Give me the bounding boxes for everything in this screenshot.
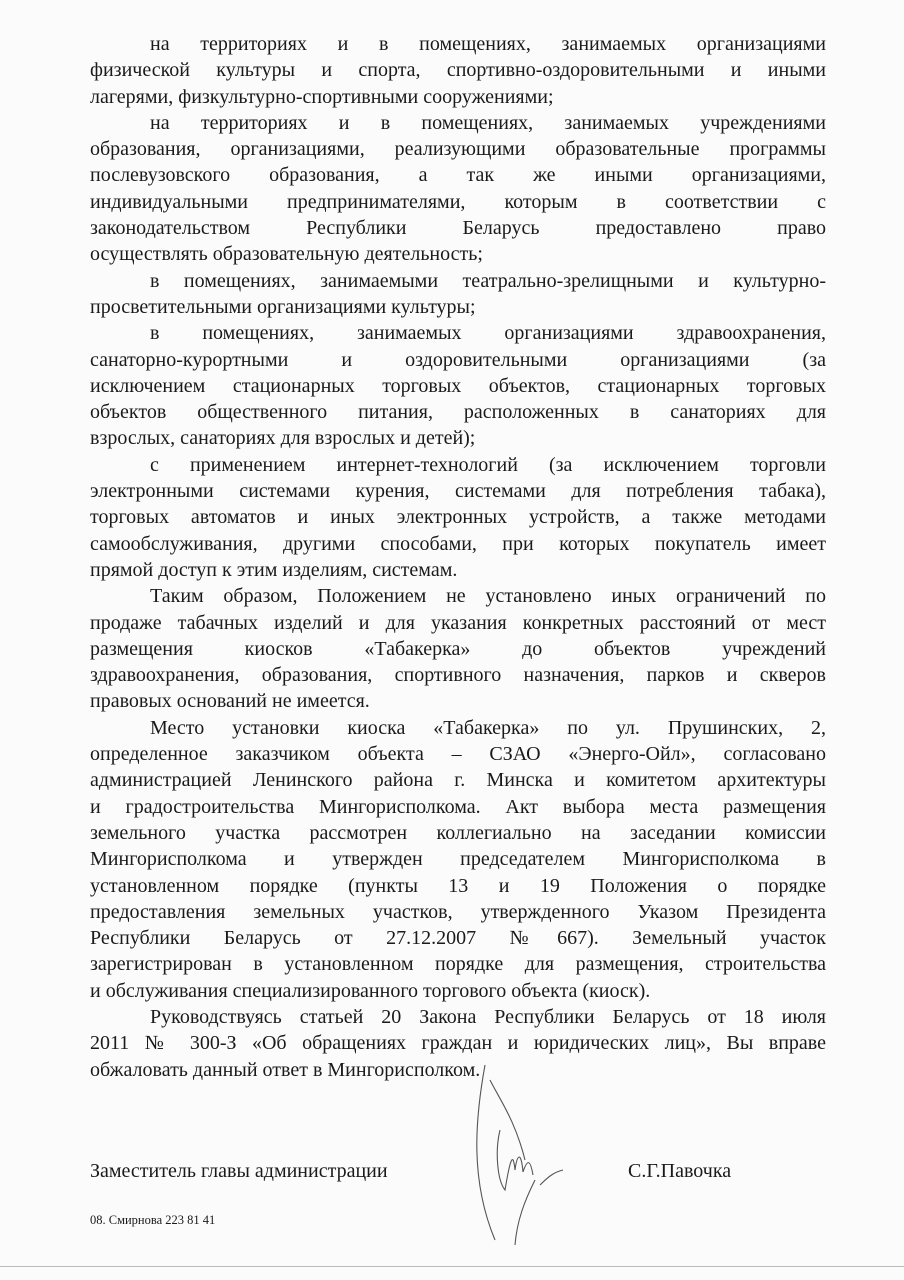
text-line: Руководствуясь статьей 20 Закона Республики Беларусь от 18 июля: [150, 1005, 826, 1028]
text-line: законодательством Республики Беларусь предоставлено право: [90, 217, 826, 240]
paragraph: [90, 320, 826, 451]
signatory-title: Заместитель главы администрации: [90, 1160, 388, 1182]
text-line: размещения киосков «Табакерка» до объектов учреждений: [90, 637, 826, 660]
text-line: обжаловать данный ответ в Мингорисполком.: [90, 1058, 481, 1081]
text-line: индивидуальными предпринимателями, которым в соответствии с: [90, 190, 826, 213]
paragraph: [90, 110, 826, 268]
text-line: 2011 № 300-З «Об обращениях граждан и юридических лиц», Вы вправе: [90, 1032, 826, 1055]
text-line: образования, организациями, реализующими образовательные программы: [90, 138, 826, 161]
text-line: исключением стационарных торговых объектов, стационарных торговых: [90, 374, 826, 397]
paragraph: [90, 452, 826, 583]
text-line: торговых автоматов и иных электронных устройств, а также методами: [90, 506, 826, 529]
paragraph: [90, 583, 826, 714]
text-line: Место установки киоска «Табакерка» по ул. Прушинских, 2,: [150, 716, 826, 739]
text-line: установленном порядке (пункты 13 и 19 Положения о порядке: [90, 874, 826, 897]
text-line: физической культуры и спорта, спортивно-оздоровительными и иными: [90, 59, 826, 82]
text-line: в помещениях, занимаемыми театрально-зрелищными и культурно-: [150, 269, 826, 292]
paragraph: [90, 715, 826, 1004]
text-line: Республики Беларусь от 27.12.2007 №667). Земельный участок: [90, 927, 826, 950]
text-line: прямой доступ к этим изделиям, системам.: [90, 558, 458, 581]
text-line: зарегистрирован в установленном порядке для размещения, строительства: [90, 953, 826, 976]
document-body: [90, 31, 826, 1083]
text-line: самообслуживания, другими способами, при которых покупатель имеет: [90, 532, 826, 555]
text-line: Мингорисполкома и утвержден председателем Мингорисполкома в: [90, 848, 826, 871]
text-line: взрослых, санаториях для взрослых и детей);: [90, 427, 476, 450]
text-line: в помещениях, занимаемых организациями здравоохранения,: [150, 322, 826, 345]
text-line: просветительными организациями культуры;: [90, 295, 476, 318]
text-line: продаже табачных изделий и для указания конкретных расстояний от мест: [90, 611, 826, 634]
handwritten-signature: [455, 1060, 565, 1250]
paragraph: [90, 31, 826, 110]
text-line: и градостроительства Мингорисполкома. Акт выбора места размещения: [90, 795, 826, 818]
text-line: с применением интернет-технологий (за исключением торговли: [150, 453, 826, 476]
text-line: земельного участка рассмотрен коллегиально на заседании комиссии: [90, 821, 826, 844]
text-line: осуществлять образовательную деятельность;: [90, 243, 483, 266]
text-line: Таким образом, Положением не установлено иных ограничений по: [150, 585, 826, 608]
text-line: электронными системами курения, системами для потребления табака),: [90, 480, 826, 503]
text-line: определенное заказчиком объекта – СЗАО «Энерго-Ойл», согласовано: [90, 743, 826, 766]
text-line: послевузовского образования, а так же иными организациями,: [90, 164, 826, 187]
paragraph: [90, 268, 826, 321]
text-line: лагерями, физкультурно-спортивными сооружениями;: [90, 85, 554, 108]
text-line: на территориях и в помещениях, занимаемых организациями: [150, 33, 826, 55]
executor-footnote: 08. Смирнова 223 81 41: [90, 1213, 216, 1227]
signatory-name: С.Г.Павочка: [628, 1160, 732, 1182]
text-line: здравоохранения, образования, спортивного назначения, парков и скверов: [90, 664, 826, 687]
text-line: объектов общественного питания, расположенных в санаториях для: [90, 401, 826, 424]
text-line: санаторно-курортными и оздоровительными организациями (за: [90, 348, 826, 371]
text-line: правовых оснований не имеется.: [90, 690, 370, 713]
text-line: на территориях и в помещениях, занимаемых учреждениями: [150, 111, 826, 134]
text-line: предоставления земельных участков, утвержденного Указом Президента: [90, 900, 826, 923]
page-edge: [0, 1266, 904, 1267]
text-line: и обслуживания специализированного торгового объекта (киоск).: [90, 979, 651, 1002]
text-line: администрацией Ленинского района г. Минска и комитетом архитектуры: [90, 769, 826, 792]
